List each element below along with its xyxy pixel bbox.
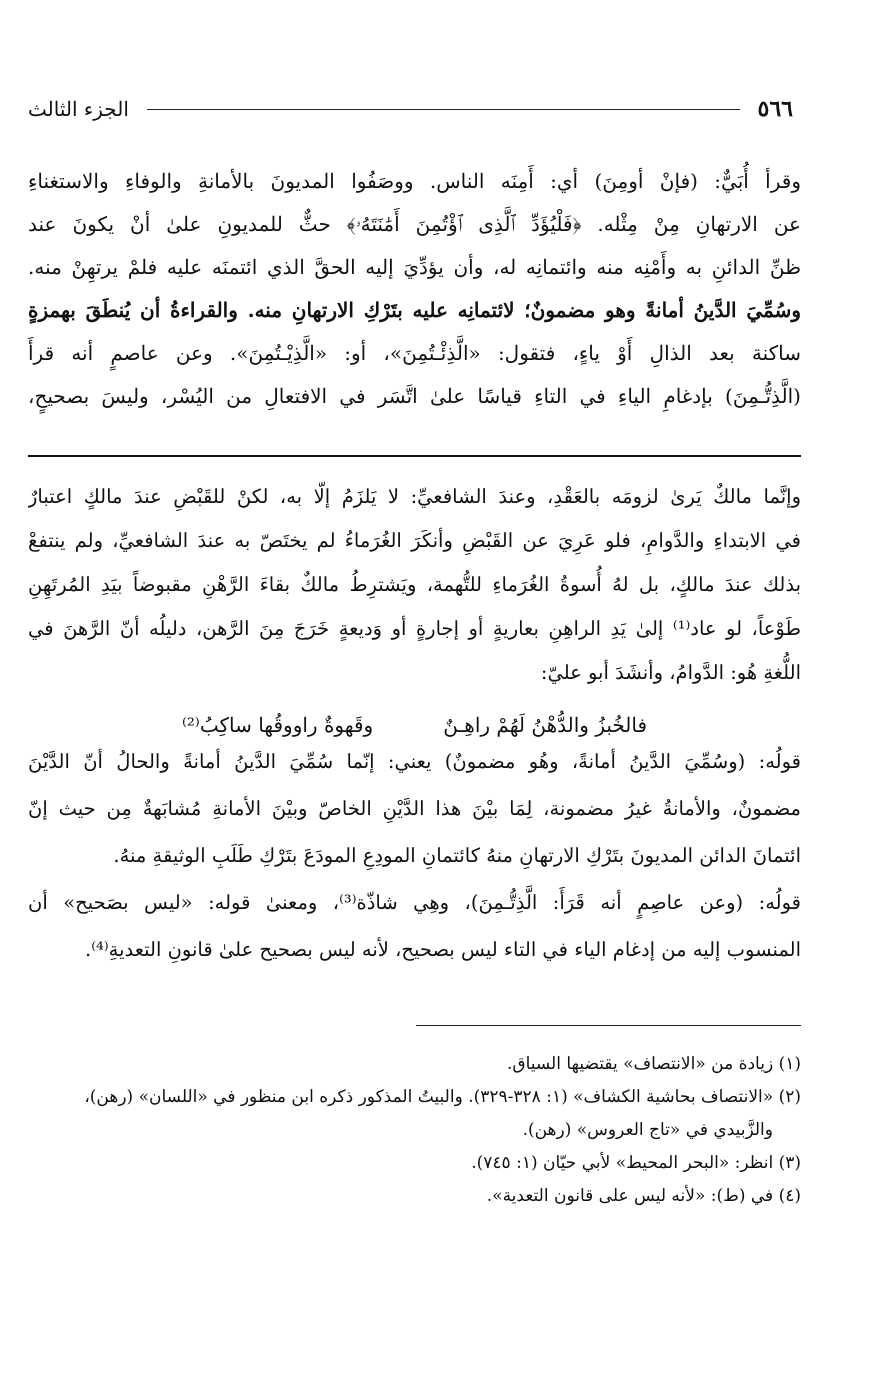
commentary-line: قولُه: (وسُمِّيَ الدَّينُ أمانةً، وهُو مضمونٌ) يعني: إنّما سُمِّيَ الدَّينُ أمانةً والحالُ أنّ الدَّيْنَ xyxy=(28,750,801,773)
commentary-continued xyxy=(28,738,801,973)
main-text-line: وسُمِّيَ الدَّينُ أمانةً وهو مضمونٌ؛ لائتمانِه عليه بتَرْكِ الارتهانِ منه. والقراءةُ أن يُنطَقَ بهمزةٍ xyxy=(28,298,801,322)
footnote: (١) زيادة من «الانتصاف» يقتضيها السياق. xyxy=(506,1054,801,1074)
running-header xyxy=(28,92,793,126)
main-text-line: (الَّذِتُّـمِنَ) بإدغامِ الياءِ في التاءِ قياسًا علىٰ اتَّسَر في الافتعالِ من اليُسْر، وليسَ بصحيحٍ، xyxy=(28,384,801,408)
verse-hemistich: وقَهوةٌ راووقُها ساكِبُ⁽²⁾ xyxy=(181,713,374,737)
commentary-line: المنسوب إليه من إدغام الياء في التاء ليس بصحيح، لأنه ليس بصحيح علىٰ قانونِ التعديةِ⁽⁴⁾. xyxy=(85,938,801,961)
footnote-rule xyxy=(416,1025,801,1026)
main-text xyxy=(28,160,801,418)
footnotes xyxy=(28,1048,801,1213)
commentary-line: طَوْعاً، لو عاد⁽¹⁾ إلىٰ يَدِ الراهِنِ بعاريةٍ أو إجارةٍ أو وَديعةٍ خَرَجَ مِنَ الرَّهن، دليلُه أنّ الرَّهنَ في xyxy=(28,617,801,640)
commentary-line: بذلك عندَ مالكٍ، بل لهُ أُسوةُ الغُرَماءِ للتُّهمة، ويَشترِطُ مالكٌ بقاءَ الرَّهْنِ مقبوضاً بيَدِ المُرتَهِنِ xyxy=(28,573,801,596)
commentary-line: وإنَّما مالكٌ يَرىٰ لزومَه بالعَقْدِ، وعندَ الشافعيِّ: لا يَلزَمُ إلّا به، لكنْ للقَبْضِ عندَ مالكٍ اعتبارٌ xyxy=(28,485,801,508)
commentary-line: قولُه: (وعن عاصِمٍ أنه قَرَأَ: الَّذِتُّـمِنَ)، وهِي شاذّة⁽³⁾، ومعنىٰ قوله: «ليس بصَحيح» أن xyxy=(28,891,801,914)
commentary-line: ائتمانَ الدائن المديونَ بتَرْكِ الارتهانِ منهُ كائتمانِ المودِعِ المودَعَ بتَرْكِ طَلَبِ الوثيقةِ منهُ. xyxy=(113,844,801,867)
main-text-line: وقرأ أُبَيٌّ: (فإنْ أومِنَ) أي: أَمِنَه الناس. ووصَفُوا المديونَ بالأمانةِ والوفاءِ والاستغناءِ xyxy=(28,169,801,193)
commentary-line: اللُّغةِ هُو: الدَّوامُ، وأنشَدَ أبو عليّ: xyxy=(540,661,801,684)
footnote-continuation: والزَّبيدي في «تاج العروس» (رهن). xyxy=(522,1120,773,1140)
footnote: (٣) انظر: «البحر المحيط» لأبي حيّان (١: ٧٤٥). xyxy=(471,1153,801,1173)
main-text-line: ساكنة بعد الذالِ أَوْ ياءٍ، فتقول: «الَّذِئْـتُمِنَ»، أو: «الَّذِيْـتُمِنَ». وعن عاصمٍ أنه قرأَ xyxy=(28,341,801,365)
footnote: (٢) «الانتصاف بحاشية الكشاف» (١: ٣٢٨-٣٢٩). والبيتُ المذكور ذكره ابن منظور في «اللسان» (رهن)، xyxy=(84,1087,801,1107)
commentary xyxy=(28,475,801,755)
part-title: الجزء الثالث xyxy=(28,97,129,121)
header-rule xyxy=(147,109,740,110)
footnote: (٤) في (ط): «لأنه ليس على قانون التعدية». xyxy=(486,1186,801,1206)
verse-hemistich: فالخُبزُ والدُّهْنُ لَهُمْ راهِـنٌ xyxy=(443,713,648,737)
main-text-line: عن الارتهانِ مِنْ مِثْله. ﴿فَلْيُؤَدِّ ٱلَّذِى ٱؤْتُمِنَ أَمَٰنَتَهُۥ﴾ حثٌّ للمديونِ علىٰ أنْ يكونَ عند xyxy=(28,212,801,236)
commentary-line: في الابتداءِ والدَّوامِ، فلو عَرِيَ عن القَبْضِ وأنكَرَ الغُرَماءُ لم يختَصّ به عندَ الشافعيِّ، ولم ينتفعْ xyxy=(28,529,801,552)
main-text-line: ظنِّ الدائنِ به وأَمْنِه منه وائتمانِه له، وأن يؤدِّيَ إليه الحقَّ الذي ائتمنَه عليه فلمْ يرتهِنْ منه. xyxy=(28,255,801,279)
page-number: ٥٦٦ xyxy=(757,96,793,122)
commentary-line: مضمونٌ، والأمانةُ غيرُ مضمونة، لِمَا بيْنَ هذا الدَّيْنِ الخاصّ وبيْنَ الأمانةِ مُشابَهةٌ مِن حيث إنّ xyxy=(28,797,801,820)
section-divider xyxy=(28,455,801,457)
